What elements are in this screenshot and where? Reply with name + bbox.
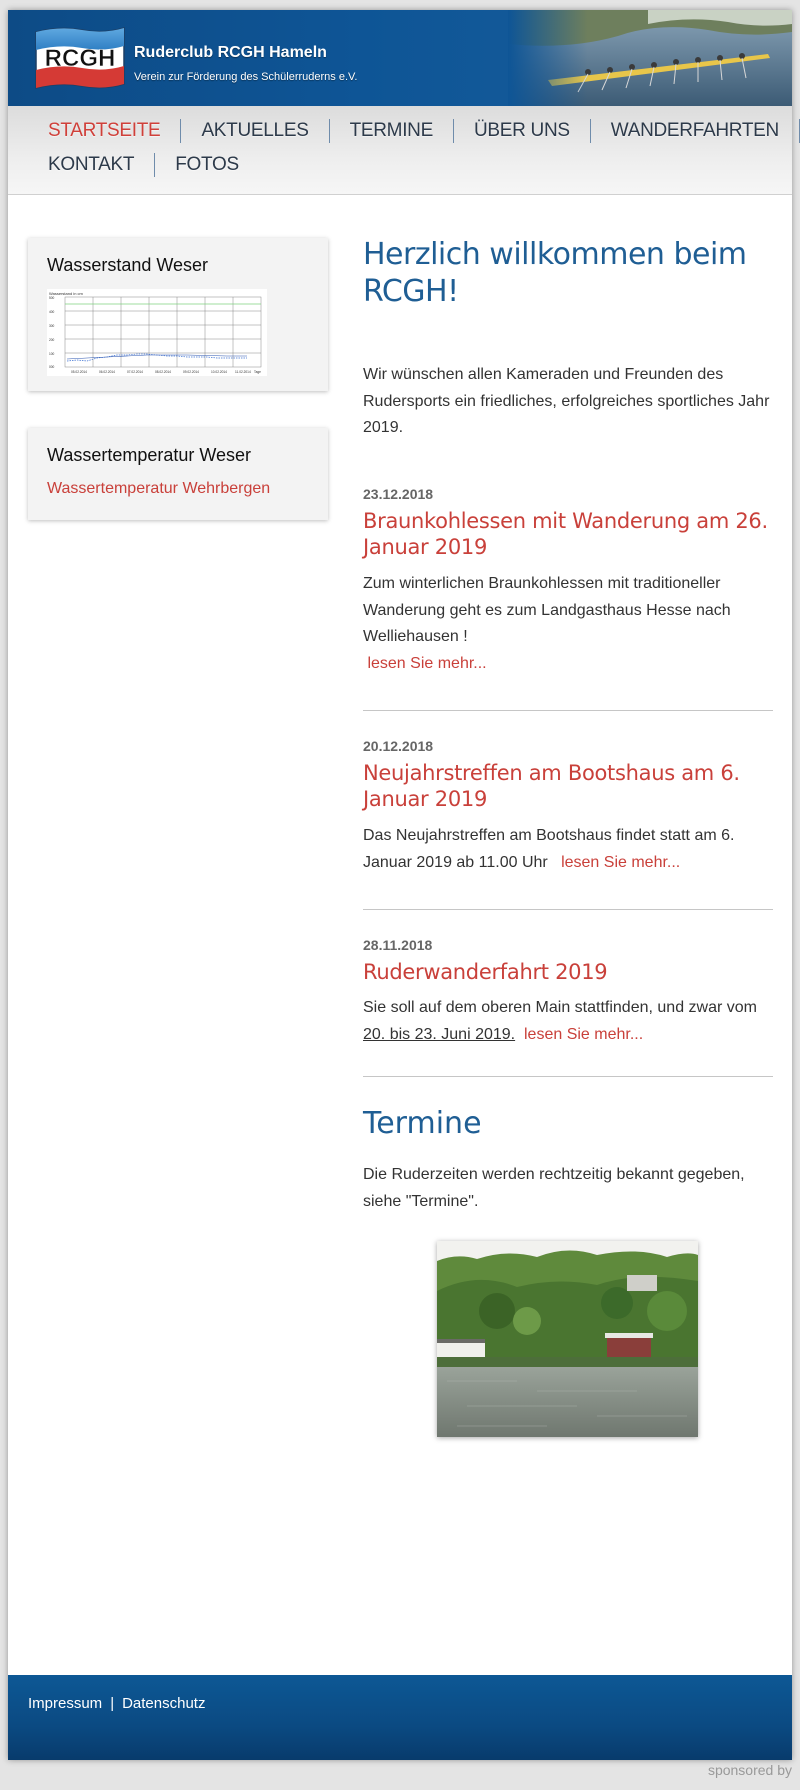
article-text — [363, 823, 773, 876]
water-temp-widget — [28, 428, 328, 520]
article-divider — [363, 710, 773, 711]
svg-text:300: 300 — [49, 324, 55, 328]
article-date: 28.11.2018 — [363, 937, 433, 953]
article-divider — [363, 909, 773, 910]
termine-heading: Termine — [363, 1106, 482, 1141]
nav-item-aktuelles[interactable]: AKTUELLES — [201, 120, 309, 141]
nav-row-2 — [38, 152, 259, 178]
nav-item-ueber-uns[interactable]: ÜBER UNS — [473, 120, 570, 141]
news-article — [363, 937, 773, 1048]
svg-text:Tage: Tage — [254, 370, 261, 374]
svg-text:500: 500 — [49, 296, 55, 300]
nav-item-startseite[interactable]: STARTSEITE — [48, 120, 161, 141]
nav-item-termine[interactable]: TERMINE — [349, 120, 433, 141]
impressum-link[interactable]: Impressum — [28, 1695, 103, 1712]
article-title[interactable]: Neujahrstreffen am Bootshaus am 6. Januar 2019 — [363, 761, 740, 811]
svg-text:06.02.2014: 06.02.2014 — [99, 370, 115, 374]
site-footer — [8, 1675, 792, 1760]
article-text — [363, 995, 773, 1048]
datenschutz-link[interactable]: Datenschutz — [122, 1695, 206, 1712]
article-body: Sie soll auf dem oberen Main stattfinden, und zwar vom — [363, 999, 757, 1016]
page-title: Herzlich willkommen beim RCGH! — [363, 237, 747, 309]
article-title[interactable]: Ruderwanderfahrt 2019 — [363, 960, 608, 984]
intro-text: Wir wünschen allen Kameraden und Freunden des Rudersports ein friedliches, erfolgreiches sportliches Jahr 2019. — [363, 366, 770, 436]
article-date: 20.12.2018 — [363, 738, 434, 754]
site-title[interactable]: Ruderclub RCGH Hameln — [134, 44, 327, 61]
boathouse-river-photo — [437, 1241, 698, 1437]
nav-item-wanderfahrten[interactable]: WANDERFAHRTEN — [610, 120, 779, 141]
nav-row-1 — [38, 118, 800, 144]
svg-text:10.02.2014: 10.02.2014 — [211, 370, 227, 374]
article-text — [363, 571, 773, 677]
footer-links — [28, 1695, 205, 1712]
site-subtitle: Verein zur Förderung des Schülerruderns e.V. — [134, 71, 358, 83]
read-more-link[interactable]: lesen Sie mehr... — [367, 654, 487, 672]
nav-item-kontakt[interactable]: KONTAKT — [48, 154, 135, 175]
nav-item-fotos[interactable]: FOTOS — [175, 154, 239, 175]
article-title[interactable]: Braunkohlessen mit Wanderung am 26. Januar 2019 — [363, 509, 768, 559]
news-article — [363, 738, 773, 876]
article-date-range: 20. bis 23. Juni 2019. — [363, 1025, 516, 1043]
svg-text:05.02.2014: 05.02.2014 — [71, 370, 87, 374]
article-date: 23.12.2018 — [363, 486, 434, 502]
svg-text:09.02.2014: 09.02.2014 — [183, 370, 199, 374]
svg-text:000: 000 — [49, 365, 55, 369]
read-more-link[interactable]: lesen Sie mehr... — [561, 853, 681, 871]
svg-text:100: 100 — [49, 352, 55, 356]
water-level-chart[interactable] — [47, 289, 267, 376]
sponsored-by-text: sponsored by — [707, 1762, 792, 1778]
chart-label: Wasserstand in cm — [49, 291, 83, 296]
article-body: Zum winterlichen Braunkohlessen mit traditioneller Wanderung geht es zum Landgasthaus Hesse nach Welliehausen ! — [363, 575, 731, 645]
svg-text:07.02.2014: 07.02.2014 — [127, 370, 143, 374]
svg-text:08.02.2014: 08.02.2014 — [155, 370, 171, 374]
water-temp-link[interactable]: Wassertemperatur Wehrbergen — [47, 480, 271, 497]
widget-title-water-temp: Wassertemperatur Weser — [47, 445, 252, 465]
article-body: Das Neujahrstreffen am Bootshaus findet statt am 6. Januar 2019 ab 11.00 Uhr — [363, 827, 735, 871]
rowing-team-photo — [508, 10, 792, 106]
footer-separator: | — [110, 1695, 115, 1712]
news-article — [363, 486, 773, 677]
termine-text: Die Ruderzeiten werden rechtzeitig bekannt gegeben, siehe "Termine". — [363, 1166, 745, 1210]
read-more-link[interactable]: lesen Sie mehr... — [524, 1025, 644, 1043]
logo-text: RCGH — [44, 45, 116, 72]
article-divider — [363, 1076, 773, 1077]
widget-title-water-level: Wasserstand Weser — [47, 255, 209, 275]
rcgh-logo-icon[interactable] — [32, 24, 128, 90]
svg-text:11.02.2014: 11.02.2014 — [235, 370, 251, 374]
water-level-widget — [28, 238, 328, 391]
site-header — [8, 10, 792, 106]
svg-text:200: 200 — [49, 338, 55, 342]
page-container — [8, 10, 792, 1760]
svg-text:400: 400 — [49, 310, 55, 314]
main-navigation — [8, 106, 792, 195]
